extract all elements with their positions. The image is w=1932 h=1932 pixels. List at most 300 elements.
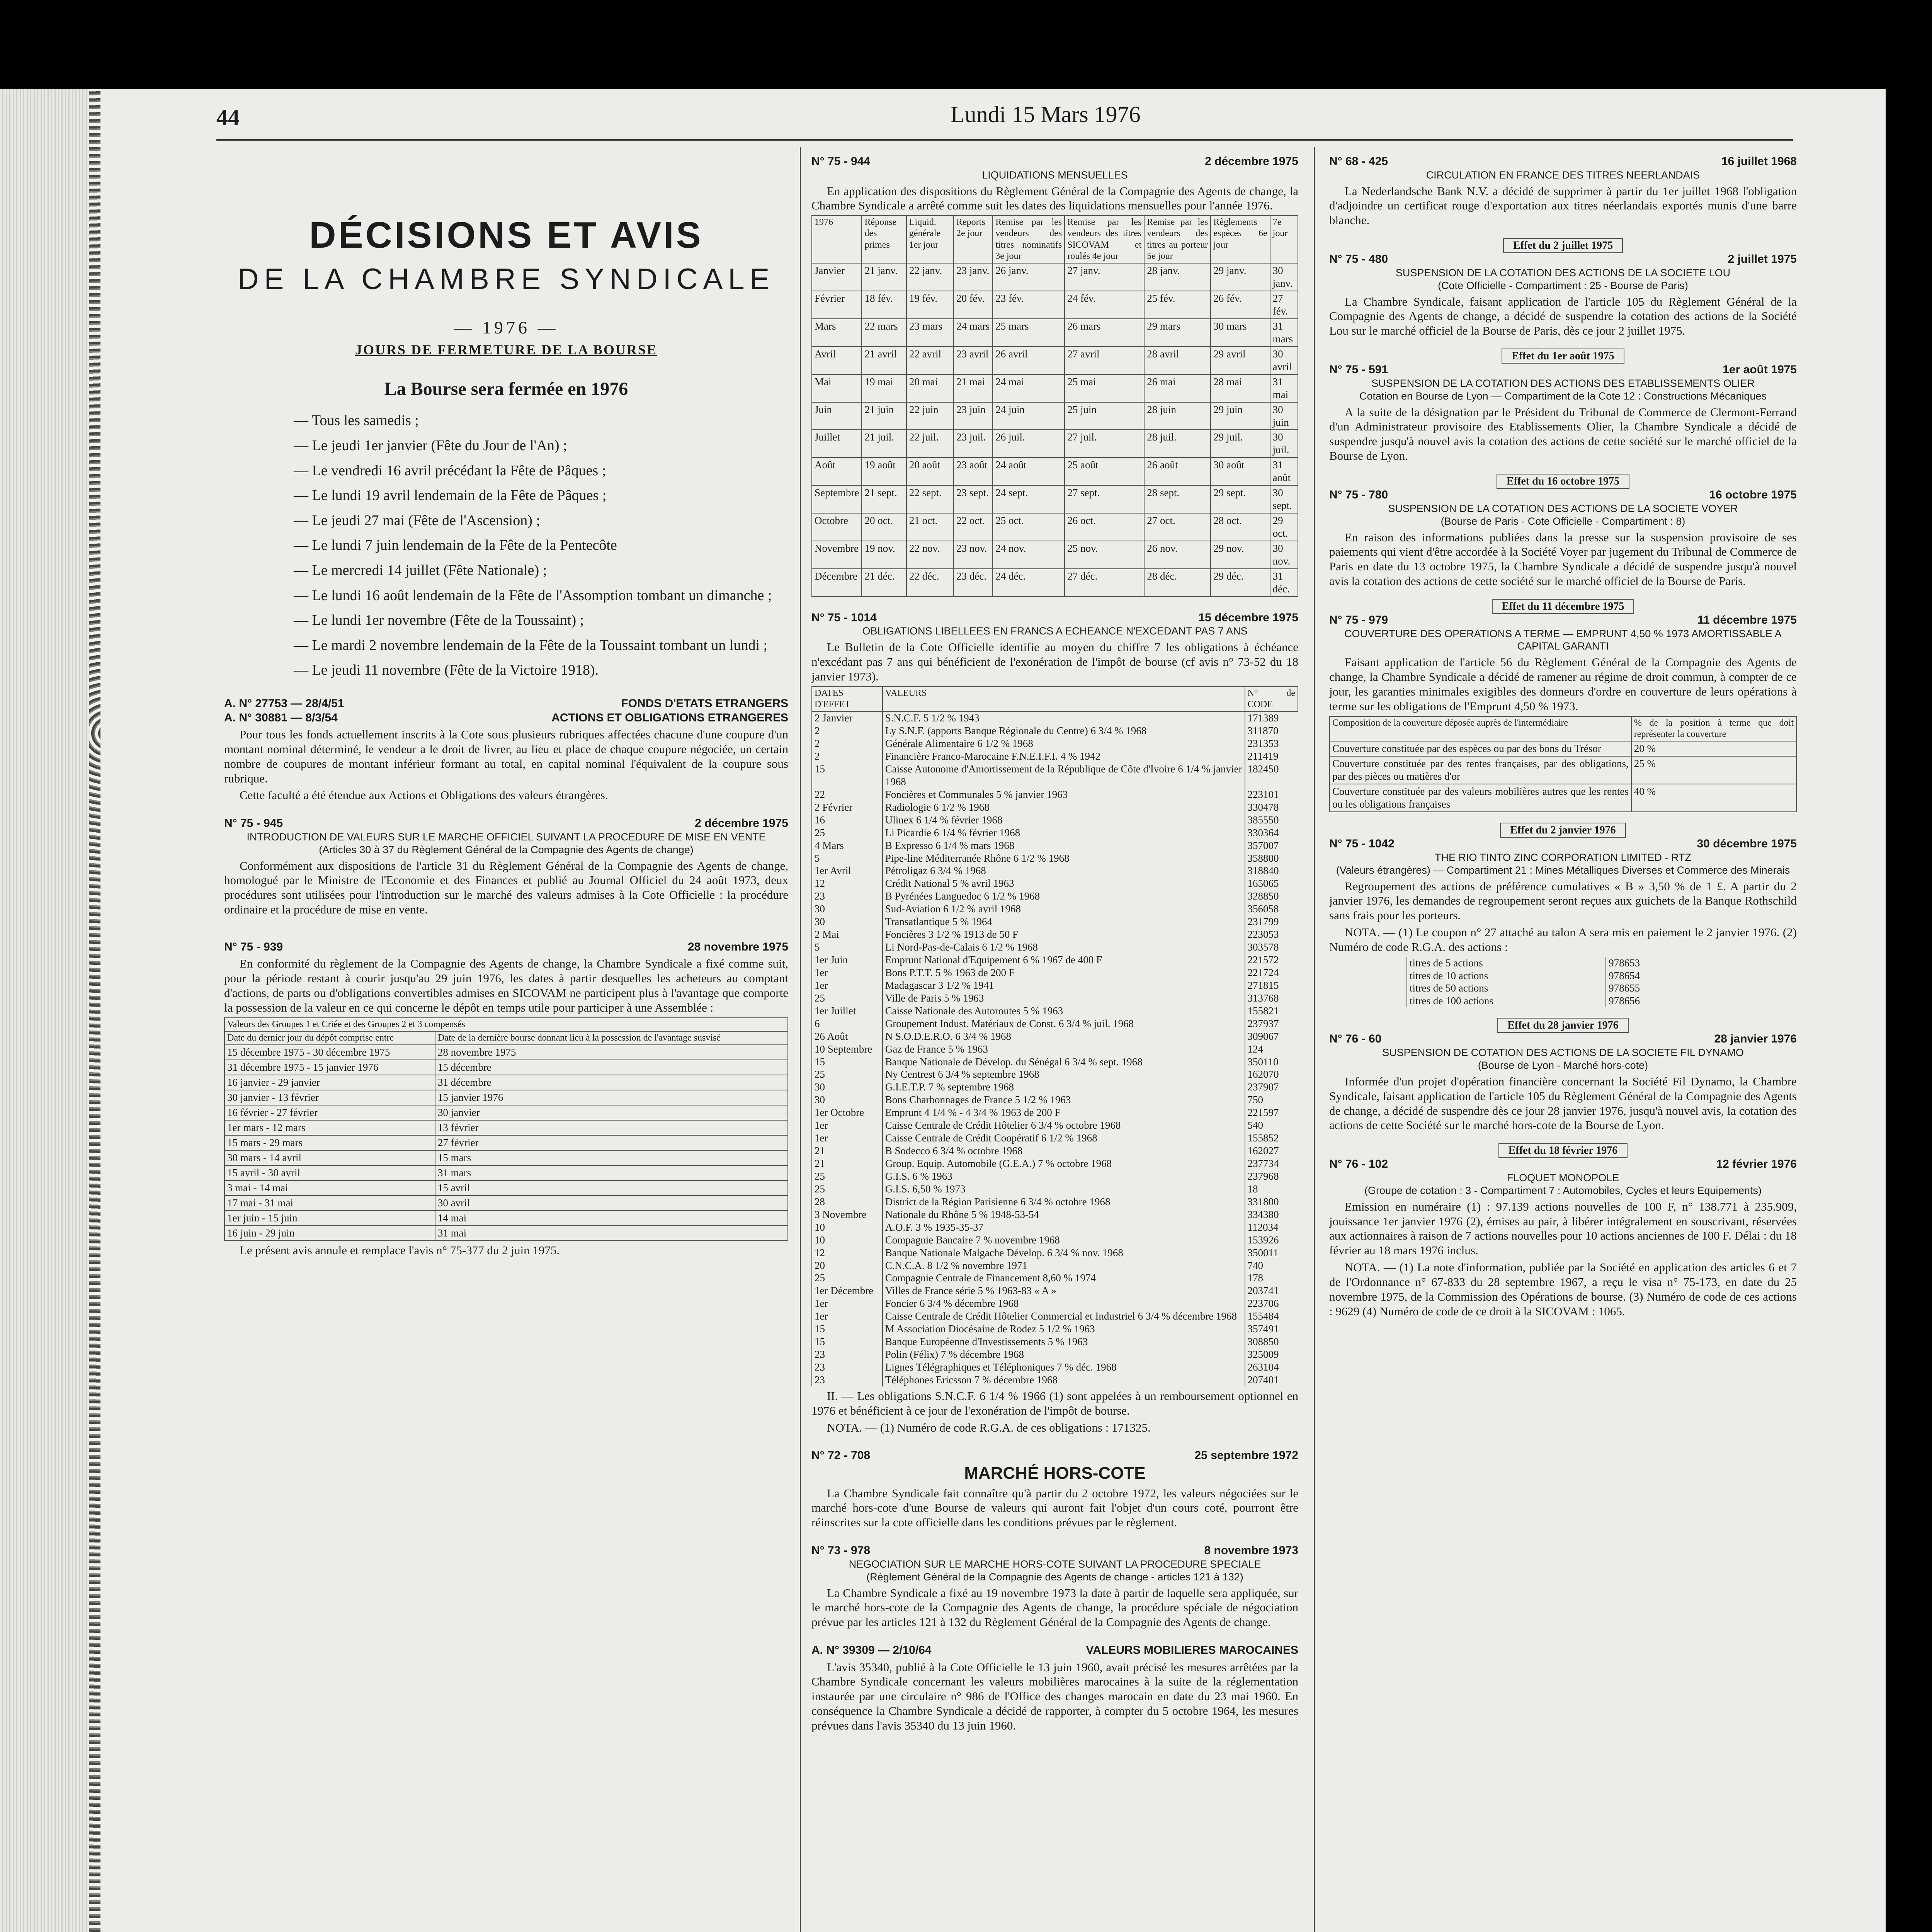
table-cell: 21 [812,1157,883,1170]
notice-subtitle: (Articles 30 à 37 du Règlement Général de la Compagnie des Agents de change) [319,844,694,855]
table-cell: 334380 [1245,1208,1298,1221]
table-cell: 30 [812,915,883,928]
table-cell: 4 Mars [812,839,883,852]
table-cell: 27 avril [1065,347,1144,374]
table-cell: 21 sept. [862,485,906,513]
notice-title: FLOQUET MONOPOLE [1507,1172,1619,1184]
table-cell: 271815 [1245,979,1298,992]
table-cell: 330478 [1245,801,1298,814]
table-cell: 16 janvier - 29 janvier [224,1075,435,1090]
table-row [812,827,1298,839]
table-cell: 29 sept. [1211,485,1270,513]
table-cell: 318840 [1245,864,1298,877]
table-cell: 1er Juillet [812,1005,883,1017]
table-cell: 26 août [1144,457,1211,485]
table-cell: 237907 [1245,1081,1298,1094]
table-row [812,903,1298,915]
table-row [812,1208,1298,1221]
table-cell: 16 juin - 29 juin [224,1226,435,1241]
table-cell: 313768 [1245,992,1298,1005]
table-cell: 1er [812,1119,883,1132]
list-item: — Tous les samedis ; [294,408,788,433]
table-cell: 29 oct. [1270,513,1298,541]
list-item: — Le lundi 16 août lendemain de la Fête de l'Assomption tombant un dimanche ; [294,583,788,608]
table-row [812,1043,1298,1056]
notice-text: Le Bulletin de la Cote Officielle identifie au moyen du chiffre 7 les obligations à échéance n'excédant pas 7 ans qui bénéficient de l'exonération de l'impôt de bourse (cf avis n° 73-52 du 18 janvier 1973). [811,640,1298,683]
notice-date: 30 décembre 1975 [1697,837,1797,850]
notice-ref: N° 72 - 708 [811,1449,871,1462]
table-cell: 1er [812,1132,883,1145]
table-cell: 10 [812,1234,883,1247]
table-header: N° de CODE [1245,687,1298,712]
table-cell: 22 oct. [954,513,993,541]
table-cell: titres de 10 actions [1407,969,1606,982]
effect-date-label: Effet du 1er août 1975 [1502,349,1624,364]
table-cell: Septembre [812,485,862,513]
list-item: — Le jeudi 11 novembre (Fête de la Victoire 1918). [294,658,788,683]
table-row [812,814,1298,827]
table-cell: titres de 50 actions [1407,982,1606,995]
table-cell: 1er [812,1310,883,1323]
table-cell: 308850 [1245,1335,1298,1348]
table-cell: 740 [1245,1259,1298,1272]
table-row [812,457,1298,485]
notice-title: SUSPENSION DE COTATION DES ACTIONS DE LA SOCIETE FIL DYNAMO [1382,1047,1744,1059]
obligations-table [811,686,1298,1386]
table-cell: 978654 [1606,969,1687,982]
table-cell: Ly S.N.F. (apports Banque Régionale du Centre) 6 3/4 % 1968 [883,724,1245,737]
table-header: Liquid. générale 1er jour [906,216,954,263]
table-cell: 22 janv. [906,263,954,291]
notice-text: Faisant application de l'article 56 du Règlement Général de la Compagnie des Agents de change, la Chambre Syndicale a décidé de ramener au régime de droit commun, à compter de ce jour, les garanties minimales exigibles des donneurs d'ordre en couverture de leurs opérations à terme sur les obligations de l'Emprunt 4,50 % 1973. [1329,655,1797,713]
table-header: Remise par les vendeurs des titres au porteur 5e jour [1144,216,1211,263]
table-cell: 23 [812,890,883,903]
table-cell: 5 [812,941,883,954]
notice-75-780 [1329,488,1797,588]
table-cell: Foncières 3 1/2 % 1913 de 50 F [883,928,1245,941]
table-cell: 21 [812,1145,883,1157]
table-cell: 31 mai [435,1226,788,1241]
table-row [812,1361,1298,1374]
table-row [812,1374,1298,1386]
table-cell: 27 oct. [1144,513,1211,541]
table-cell: 155852 [1245,1132,1298,1145]
table-cell: Octobre [812,513,862,541]
table-cell: 331800 [1245,1196,1298,1208]
table-body [812,263,1298,597]
table-cell: Générale Alimentaire 6 1/2 % 1968 [883,737,1245,750]
table-row [812,1247,1298,1259]
notice-subtitle: (Bourse de Paris - Cote Officielle - Compartiment : 8) [1440,515,1685,527]
table-cell: 15 mars [435,1150,788,1165]
table-row [812,374,1298,402]
table-cell: 24 août [993,457,1065,485]
notice-ref: N° 75 - 939 [224,940,283,953]
table-cell: Août [812,457,862,485]
coverage-table [1329,716,1797,812]
table-cell: 23 [812,1348,883,1361]
table-cell: 358800 [1245,852,1298,865]
table-row [812,1081,1298,1094]
notice-title: MARCHÉ HORS-COTE [964,1463,1146,1483]
notice-text: En conformité du règlement de la Compagnie des Agents de change, la Chambre Syndicale a fixé comme suit, pour la période restant à courir jusqu'au 29 juin 1976, les dates à partir desquelles les acheteurs au comptant d'actions, de parts ou d'obligations convertibles admises en SICOVAM ne participent plus à l'avantage que comporte la possession de la valeur en ce qui concerne le dépôt en temps utile pour participer à une Assemblée : [224,957,788,1014]
table-cell: Couverture constituée par des espèces ou par des bons du Trésor [1330,741,1631,756]
table-cell: 350011 [1245,1247,1298,1259]
table-row [812,992,1298,1005]
table-cell: 16 février - 27 février [224,1105,435,1120]
table-cell: 30 avril [435,1196,788,1211]
notice-title: OBLIGATIONS LIBELLEES EN FRANCS A ECHEANCE N'EXCEDANT PAS 7 ANS [862,625,1248,637]
table-cell: 21 oct. [906,513,954,541]
notice-title: SUSPENSION DE LA COTATION DES ACTIONS DE LA SOCIETE LOU [1395,267,1731,279]
table-cell: 171389 [1245,711,1298,724]
list-item: — Le lundi 1er novembre (Fête de la Toussaint) ; [294,608,788,633]
table-cell: 18 [1245,1183,1298,1196]
table-cell: 25 [812,1068,883,1081]
table-cell: 28 sept. [1144,485,1211,513]
table-cell: 221724 [1245,966,1298,979]
closure-list [294,408,788,683]
table-cell: 27 sept. [1065,485,1144,513]
deposit-table [224,1017,788,1241]
table-row [812,1145,1298,1157]
table-cell: 540 [1245,1119,1298,1132]
table-cell: 27 fév. [1270,291,1298,319]
table-cell: A.O.F. 3 % 1935-35-37 [883,1221,1245,1234]
table-cell: 15 [812,1323,883,1335]
table-row [812,541,1298,569]
table-header-row [812,216,1298,263]
table-cell: 20 % [1631,741,1796,756]
page-number: 44 [216,105,240,130]
table-row [1407,982,1687,995]
table-row [812,1297,1298,1310]
effect-date-label: Effet du 18 février 1976 [1498,1143,1628,1158]
table-cell: 1er Juin [812,954,883,966]
table-cell: 19 nov. [862,541,906,569]
notice-subtitle: Cotation en Bourse de Lyon — Compartiment de la Cote 12 : Constructions Mécaniques [1359,390,1767,402]
table-cell: 10 Septembre [812,1043,883,1056]
table-header: VALEURS [883,687,1245,712]
table-cell: Emprunt National d'Equipement 6 % 1967 de 400 F [883,954,1245,966]
effect-date-label: Effet du 2 janvier 1976 [1500,823,1626,838]
table-row [812,737,1298,750]
table-cell: 27 déc. [1065,569,1144,597]
table-cell: 23 fév. [993,291,1065,319]
table-cell: titres de 100 actions [1407,995,1606,1007]
table-row [812,711,1298,724]
table-row [224,1165,788,1180]
table-cell: Téléphones Ericsson 7 % décembre 1968 [883,1374,1245,1386]
table-row [812,954,1298,966]
column-divider [1314,147,1315,1932]
table-cell: Groupement Indust. Matériaux de Const. 6 3/4 % juil. 1968 [883,1017,1245,1030]
table-cell: 978656 [1606,995,1687,1007]
table-cell: 207401 [1245,1374,1298,1386]
table-cell: 24 nov. [993,541,1065,569]
notice-ref: N° 75 - 780 [1329,488,1388,502]
table-row [224,1060,788,1075]
code-table [1406,957,1687,1008]
table-row [224,1045,788,1060]
table-cell: 26 juil. [993,430,1065,457]
table-cell: 26 oct. [1065,513,1144,541]
table-header: 7e jour [1270,216,1298,263]
table-cell: Couverture constituée par des rentes françaises, par des obligations, par des pièces ou matières d'or [1330,756,1631,784]
table-cell: Caisse Autonome d'Amortissement de la République de Côte d'Ivoire 6 1/4 % janvier 1968 [883,763,1245,788]
table-row [224,1135,788,1150]
table-cell: 385550 [1245,814,1298,827]
table-cell: 28 [812,1196,883,1208]
table-cell: N S.O.D.E.R.O. 6 3/4 % 1968 [883,1030,1245,1043]
notice-75-939 [224,940,788,1258]
notice-text: La Chambre Syndicale a fixé au 19 novembre 1973 la date à partir de laquelle sera appliquée, sur le marché hors-cote de la Compagnie des Agents de change, la procédure spéciale de négociation prévue par les articles 121 à 132 du Règlement Général de la Compagnie des Agents de change. [811,1586,1298,1629]
table-row [812,1196,1298,1208]
table-cell: 237968 [1245,1170,1298,1183]
table-cell: 3 mai - 14 mai [224,1180,435,1196]
notice-72-708 [811,1449,1298,1530]
table-row [812,485,1298,513]
table-cell: 28 mai [1211,374,1270,402]
table-cell: Li Picardie 6 1/4 % février 1968 [883,827,1245,839]
table-row [812,801,1298,814]
table-cell: 28 juin [1144,402,1211,430]
notice-text: Regroupement des actions de préférence cumulatives « B » 3,50 % de 1 £. A partir du 2 janvier 1976, les demandes de regroupement seront reçues aux guichets de la Banque Rothschild sans frais pour les porteurs. [1329,879,1797,922]
table-cell: 21 mai [954,374,993,402]
table-cell: 26 mars [1065,319,1144,347]
table-cell: 24 mars [954,319,993,347]
table-cell: 23 janv. [954,263,993,291]
table-cell: 22 avril [906,347,954,374]
table-cell: Caisse Centrale de Crédit Hôtelier 6 3/4 % octobre 1968 [883,1119,1245,1132]
table-cell: 20 fév. [954,291,993,319]
notice-39309 [811,1643,1298,1733]
effect-date-label: Effet du 11 décembre 1975 [1492,599,1634,614]
table-cell: 30 [812,1081,883,1094]
table-cell: 26 Août [812,1030,883,1043]
table-cell: Li Nord-Pas-de-Calais 6 1/2 % 1968 [883,941,1245,954]
table-cell: 24 sept. [993,485,1065,513]
table-cell: G.I.S. 6 % 1963 [883,1170,1245,1183]
table-row [812,979,1298,992]
table-cell: 22 mars [862,319,906,347]
notice-title: LIQUIDATIONS MENSUELLES [982,169,1128,181]
table-row [812,864,1298,877]
table-cell: 25 oct. [993,513,1065,541]
table-cell: 223101 [1245,788,1298,801]
table-cell: S.N.C.F. 5 1/2 % 1943 [883,711,1245,724]
table-row [812,1005,1298,1017]
table-cell: 28 novembre 1975 [435,1045,788,1060]
table-cell: 23 mars [906,319,954,347]
table-cell: 25 août [1065,457,1144,485]
table-cell: 1er Décembre [812,1284,883,1297]
table-cell: 162027 [1245,1145,1298,1157]
table-row [812,1157,1298,1170]
table-cell: 223053 [1245,928,1298,941]
table-row [224,1180,788,1196]
table-cell: 3 Novembre [812,1208,883,1221]
notice-75-1042 [1329,837,1797,1007]
table-cell: 14 mai [435,1211,788,1226]
notice-nota: NOTA. — (1) La note d'information, publiée par la Société en application des articles 6 et 7 de l'Ordonnance n° 67-833 du 28 septembre 1967, a reçu le visa n° 75-173, en date du 25 novembre 1975, de la Commission des Opérations de bourse. (3) Numéro de code de ces actions : 9629 (4) Numéro de code de ce droit à la SICOVAM : 1065. [1329,1260,1797,1318]
table-cell: 28 oct. [1211,513,1270,541]
table-cell: 23 juin [954,402,993,430]
table-cell: Radiologie 6 1/2 % 1968 [883,801,1245,814]
table-row [1330,784,1796,812]
table-cell: Lignes Télégraphiques et Téléphoniques 7 % déc. 1968 [883,1361,1245,1374]
notice-text: En application des dispositions du Règlement Général de la Compagnie des Agents de change, la Chambre Syndicale a arrêté comme suit les dates des liquidations mensuelles pour l'année 1976. [811,184,1298,213]
notice-text: Emission en numéraire (1) : 97.139 actions nouvelles de 100 F, n° 138.771 à 235.909, jouissance 1er janvier 1976 (2), émises au pair, à libérer intégralement en souscrivant, réservées aux actionnaires à raison de 7 actions nouvelles pour 10 actions anciennes de 100 F. Délai : du 18 février au 18 mars 1976 inclus. [1329,1199,1797,1257]
table-cell: 23 [812,1361,883,1374]
table-row [224,1211,788,1226]
table-cell: 22 sept. [906,485,954,513]
notice-title: CIRCULATION EN FRANCE DES TITRES NEERLANDAIS [1426,169,1700,181]
table-cell: 16 [812,814,883,827]
table-cell: 25 juin [1065,402,1144,430]
notice-73-978 [811,1544,1298,1629]
notice-ref: N° 75 - 480 [1329,253,1388,266]
table-cell: M Association Diocésaine de Rodez 5 1/2 % 1963 [883,1323,1245,1335]
table-cell: 978655 [1606,982,1687,995]
table-cell: 1er Avril [812,864,883,877]
table-row [812,1323,1298,1335]
notice-text: II. — Les obligations S.N.C.F. 6 1/4 % 1966 (1) sont appelées à un remboursement optionnel en 1976 et bénéficient à ce jour de l'exonération de l'impôt de bourse. [811,1389,1298,1417]
notice-date: 11 décembre 1975 [1697,613,1797,626]
table-row [812,319,1298,347]
list-item: — Le mardi 2 novembre lendemain de la Fête de la Toussaint tombant un lundi ; [294,633,788,658]
table-cell: Ulinex 6 1/4 % février 1968 [883,814,1245,827]
notice-date: 28 novembre 1975 [687,940,788,953]
table-cell: B Pyrénées Languedoc 6 1/2 % 1968 [883,890,1245,903]
table-cell: 22 déc. [906,569,954,597]
table-row [812,1170,1298,1183]
table-cell: 25 nov. [1065,541,1144,569]
table-cell: Group. Equip. Automobile (G.E.A.) 7 % octobre 1968 [883,1157,1245,1170]
table-header: Remise par les vendeurs des titres nominatifs 3e jour [993,216,1065,263]
table-cell: 26 janv. [993,263,1065,291]
notice-title: FONDS D'ETATS ETRANGERS [621,697,788,710]
notice-date: 28 janvier 1976 [1714,1032,1797,1046]
table-cell: 31 mars [1270,319,1298,347]
table-cell: 31 mars [435,1165,788,1180]
page-header [216,97,1793,135]
table-cell: Banque Nationale Malgache Dévelop. 6 3/4 % nov. 1968 [883,1247,1245,1259]
table-cell: 20 oct. [862,513,906,541]
table-cell: 15 décembre [435,1060,788,1075]
table-row [812,839,1298,852]
notice-date: 16 octobre 1975 [1709,488,1797,502]
table-cell: 30 juil. [1270,430,1298,457]
table-cell: 31 déc. [1270,569,1298,597]
table-row [1330,756,1796,784]
table-cell: 153926 [1245,1234,1298,1247]
table-header: Date de la dernière bourse donnant lieu à la possession de l'avantage susvisé [435,1031,788,1045]
table-row [812,1119,1298,1132]
table-row [224,1196,788,1211]
table-cell: 21 avril [862,347,906,374]
table-cell: Caisse Centrale de Crédit Coopératif 6 1/2 % 1968 [883,1132,1245,1145]
table-cell: 25 % [1631,756,1796,784]
notice-ref: A. N° 30881 — 8/3/54 [224,711,338,724]
table-cell: 27 février [435,1135,788,1150]
table-cell: 24 mai [993,374,1065,402]
notice-76-102 [1329,1157,1797,1318]
notice-title: NEGOCIATION SUR LE MARCHE HORS-COTE SUIVANT LA PROCEDURE SPECIALE [849,1558,1261,1570]
table-row [812,1132,1298,1145]
table-row [812,928,1298,941]
table-cell: Avril [812,347,862,374]
table-cell: 165065 [1245,877,1298,890]
table-cell: 155484 [1245,1310,1298,1323]
table-cell: 15 avril - 30 avril [224,1165,435,1180]
table-cell: titres de 5 actions [1407,957,1606,969]
notice-text: La Nederlandsche Bank N.V. a décidé de supprimer à partir du 1er juillet 1968 l'obligation d'adjoindre un certificat rouge d'exportation aux titres néerlandais exportés munis d'une barre blanche. [1329,184,1797,227]
table-row [812,1310,1298,1323]
table-cell: 237937 [1245,1017,1298,1030]
table-cell: 31 décembre [435,1075,788,1090]
table-cell: 124 [1245,1043,1298,1056]
table-row [812,1221,1298,1234]
table-cell: 26 nov. [1144,541,1211,569]
table-row [812,1272,1298,1284]
table-cell: Compagnie Bancaire 7 % novembre 1968 [883,1234,1245,1247]
table-cell: 28 déc. [1144,569,1211,597]
table-row [812,347,1298,374]
notice-date: 8 novembre 1973 [1204,1544,1298,1557]
table-cell: Caisse Nationale des Autoroutes 5 % 1963 [883,1005,1245,1017]
notice-subtitle: (Valeurs étrangères) — Compartiment 21 : Mines Métalliques Diverses et Commerce des Minerais [1336,864,1790,876]
table-cell: 23 [812,1374,883,1386]
main-title: DÉCISIONS ET AVIS [309,214,703,256]
table-cell: 19 mai [862,374,906,402]
table-cell: 357491 [1245,1323,1298,1335]
notice-68-425 [1329,155,1797,228]
table-row [224,1090,788,1105]
page-date: Lundi 15 Mars 1976 [951,102,1141,127]
table-cell: Compagnie Centrale de Financement 8,60 % 1974 [883,1272,1245,1284]
table-cell: 1er mars - 12 mars [224,1120,435,1135]
table-row [812,750,1298,763]
table-cell: 21 juil. [862,430,906,457]
table-row [812,763,1298,788]
table-cell: 221597 [1245,1106,1298,1119]
table-cell: 30 nov. [1270,541,1298,569]
table-cell: 1er [812,979,883,992]
table-cell: 28 avril [1144,347,1211,374]
table-cell: 15 [812,1335,883,1348]
table-row [812,724,1298,737]
table-cell: Banque Européenne d'Investissements 5 % 1963 [883,1335,1245,1348]
notice-text: L'avis 35340, publié à la Cote Officielle le 13 juin 1960, avait précisé les mesures arrêtées par la Chambre Syndicale concernant les valeurs mobilières marocaines à la suite de la réglementation instaurée par une circulaire n° 986 de l'Office des changes marocain en date du 23 mai 1960. En conséquence la Chambre Syndicale a décidé de rapporter, à compter du 5 octobre 1964, les mesures prévues dans l'avis 35340 du 13 juin 1960. [811,1660,1298,1732]
table-cell: 1er Octobre [812,1106,883,1119]
table-cell: 25 [812,1272,883,1284]
table-cell: B Expresso 6 1/4 % mars 1968 [883,839,1245,852]
table-row [224,1075,788,1090]
table-cell: B Sodecco 6 3/4 % octobre 1968 [883,1145,1245,1157]
table-cell: 40 % [1631,784,1796,812]
table-cell: Foncières et Communales 5 % janvier 1963 [883,788,1245,801]
table-cell: 1er [812,966,883,979]
table-cell: Juillet [812,430,862,457]
table-cell: Ny Centrest 6 3/4 % septembre 1968 [883,1068,1245,1081]
table-cell: Mars [812,319,862,347]
table-row [812,1094,1298,1106]
table-header: Date du dernier jour du dépôt comprise entre [224,1031,435,1045]
table-cell: 15 décembre 1975 - 30 décembre 1975 [224,1045,435,1060]
table-row [224,1226,788,1241]
notice-ref: A. N° 39309 — 2/10/64 [811,1643,932,1656]
